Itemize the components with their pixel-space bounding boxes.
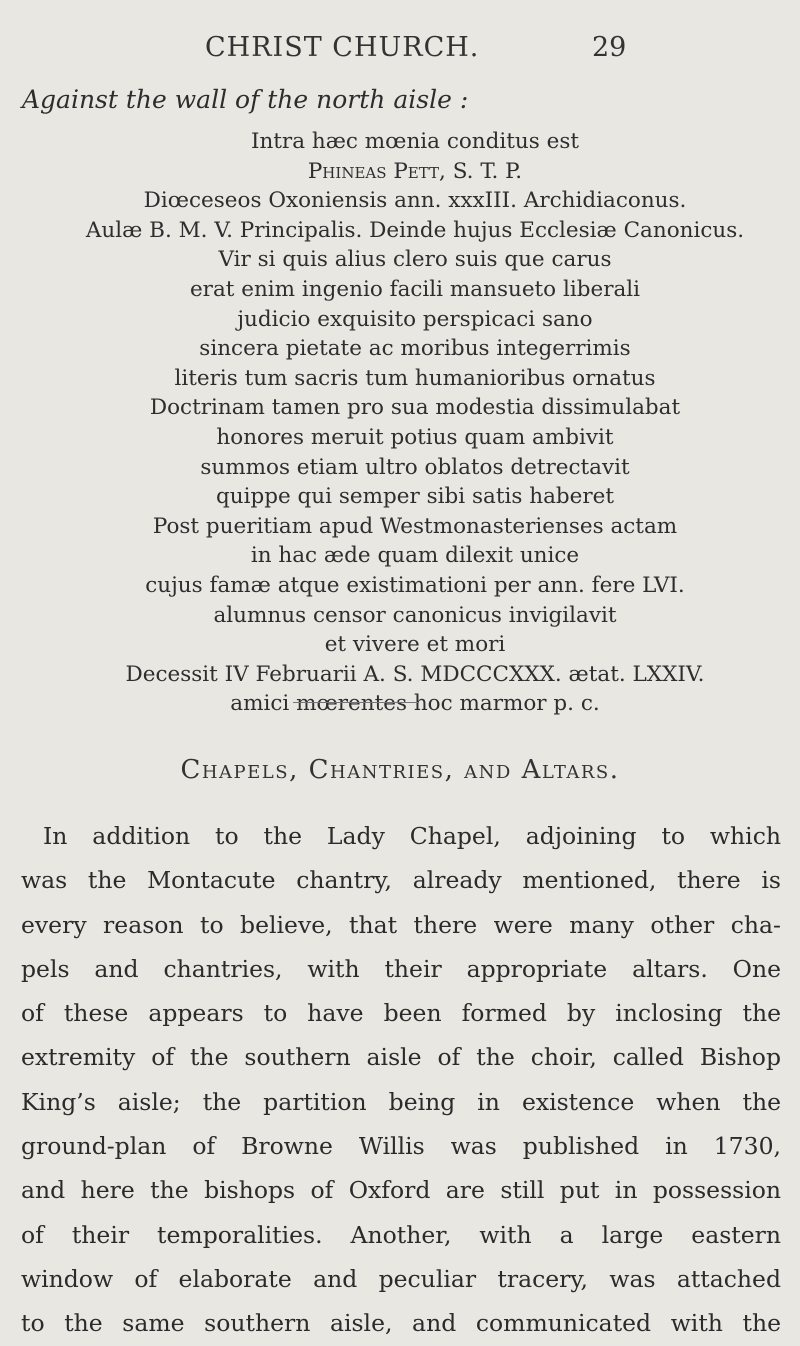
inscription-line: Diœceseos Oxoniensis ann. xxxIII. Archidiaconus. [143,188,687,214]
inscription-line: in hac æde quam dilexit unice [250,543,580,569]
running-head [0,28,800,68]
inscription-line: summos etiam ultro oblatos detrectavit [200,454,630,480]
inscription-line: judicio exquisito perspicaci sano [237,306,593,332]
running-title: CHRIST CHURCH. [205,32,480,63]
inscription-line: quippe qui semper sibi satis haberet [215,484,615,510]
paragraph-line: was the Montacute chantry, already mentioned, there is [21,866,781,895]
paragraph-line: extremity of the southern aisle of the choir, called Bishop [21,1043,781,1072]
inscription-line: Post pueritiam apud Westmonasterienses actam [152,513,678,539]
inscription-line: Phineas Pett, S. T. P. [307,158,523,184]
body-paragraph [21,814,781,1346]
paragraph-line: In addition to the Lady Chapel, adjoining to which [43,822,781,850]
inscription-line: alumnus censor canonicus invigilavit [213,602,617,628]
paragraph-line: to the same southern aisle, and communicated with the [21,1309,781,1338]
paragraph-line: window of elaborate and peculiar tracery, was attached [21,1264,781,1293]
paragraph-line: every reason to believe, that there were many other cha- [21,910,781,939]
inscription-line: amici mœrentes hoc marmor p. c. [230,691,600,717]
inscription-line: Decessit IV Februarii A. S. MDCCCXXX. ætat. LXXIV. [125,661,705,687]
inscription-line: et vivere et mori [324,632,506,658]
memorial-inscription [20,127,800,719]
section-heading: Chapels, Chantries, and Altars. [180,755,620,785]
inscription-line: Aulæ B. M. V. Principalis. Deinde hujus Ecclesiæ Canonicus. [85,217,745,243]
paragraph-line: King’s aisle; the partition being in existence when the [21,1087,781,1116]
inscription-location-caption: Against the wall of the north aisle : [22,85,469,114]
paragraph-line: of these appears to have been formed by inclosing the [21,999,781,1028]
paragraph-line: and here the bishops of Oxford are still put in possession [21,1176,781,1205]
inscription-line: Intra hæc mœnia conditus est [250,129,580,154]
inscription-line: Vir si quis alius clero suis que carus [218,247,612,273]
inscription-line: cujus famæ atque existimationi per ann. fere LVI. [145,572,685,598]
inscription-line: literis tum sacris tum humanioribus ornatus [174,365,656,391]
paragraph-line: of their temporalities. Another, with a large eastern [21,1220,781,1249]
inscription-line: erat enim ingenio facili mansueto liberali [189,276,641,302]
inscription-line: sincera pietate ac moribus integerrimis [199,336,631,362]
inscription-line: Doctrinam tamen pro sua modestia dissimulabat [149,395,681,421]
page-number: 29 [592,32,627,63]
inscription-line: honores meruit potius quam ambivit [216,424,614,450]
paragraph-line: pels and chantries, with their appropriate altars. One [21,954,781,983]
paragraph-line: ground-plan of Browne Willis was published in 1730, [21,1132,781,1161]
section-divider [293,702,419,703]
